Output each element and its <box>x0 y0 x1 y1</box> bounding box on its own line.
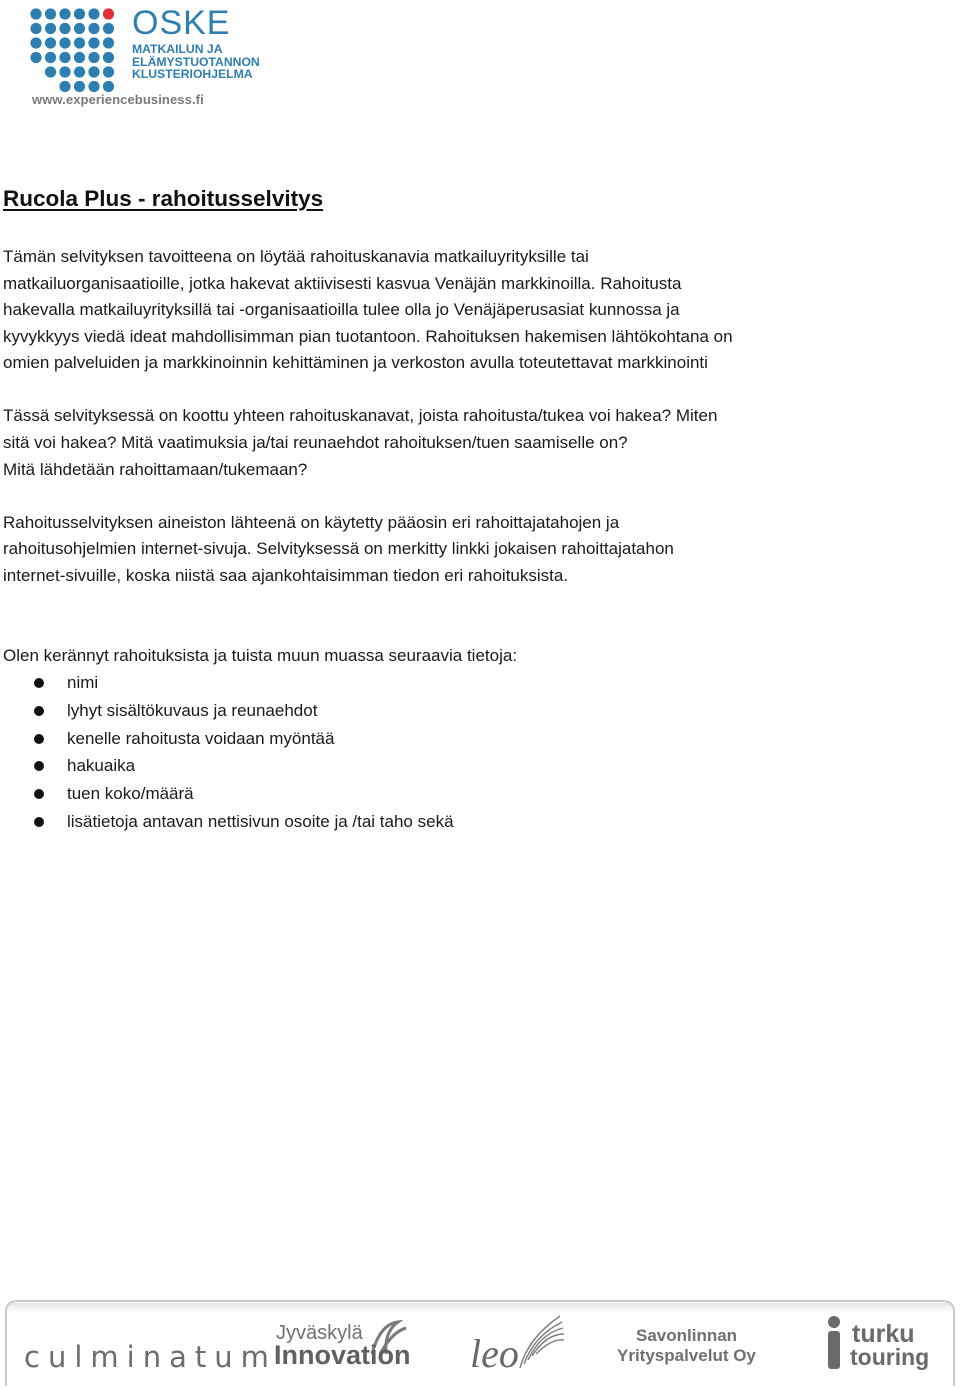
logo-dot <box>103 52 114 63</box>
logo-dot <box>74 8 85 19</box>
text-line: Tässä selvityksessä on koottu yhteen rahoituskanavat, joista rahoitusta/tukea voi hakea? Miten <box>3 406 718 426</box>
logo-dot <box>59 66 70 77</box>
list-item-text: lyhyt sisältökuvaus ja reunaehdot <box>67 700 318 720</box>
list-intro: Olen kerännyt rahoituksista ja tuista muun muassa seuraavia tietoja: <box>3 645 518 665</box>
logo-dot <box>45 52 56 63</box>
logo-dot <box>74 37 85 48</box>
logo-dot <box>88 8 99 19</box>
logo-dot <box>74 52 85 63</box>
list-item-text: kenelle rahoitusta voidaan myöntää <box>67 728 335 748</box>
info-list <box>3 669 903 835</box>
logo-dot <box>74 81 85 92</box>
logo-dot <box>30 52 41 63</box>
questions-paragraph <box>3 403 903 483</box>
bullet-icon <box>34 734 44 744</box>
list-item <box>3 808 903 836</box>
turku-touring-icon <box>828 1316 840 1369</box>
list-item <box>3 780 903 808</box>
partner-turku-line1: turku <box>852 1320 915 1348</box>
logo-dot <box>59 52 70 63</box>
logo-dot <box>45 8 56 19</box>
text-line: Rahoitusselvityksen aineiston lähteenä on käytetty pääosin eri rahoittajatahojen ja <box>3 512 620 532</box>
sources-paragraph <box>3 510 903 590</box>
logo-dot <box>88 66 99 77</box>
logo-dot <box>103 66 114 77</box>
partner-leo: leo <box>470 1331 519 1376</box>
logo-dot <box>45 23 56 34</box>
list-item-text: nimi <box>67 673 99 693</box>
list-item-text: hakuaika <box>67 756 136 776</box>
logo-dot <box>103 23 114 34</box>
dot-grid-icon <box>30 6 130 92</box>
partner-culminatum: culminatum <box>24 1340 277 1374</box>
logo-dot <box>59 8 70 19</box>
bullet-icon <box>34 817 44 827</box>
logo-dot <box>45 66 56 77</box>
logo-dot <box>103 81 114 92</box>
logo-subtitle-line1: MATKAILUN JA <box>132 42 223 56</box>
text-line: Tämän selvityksen tavoitteena on löytää rahoituskanavia matkailuyrityksille tai <box>3 247 589 266</box>
intro-paragraph <box>3 244 903 377</box>
leo-feather-icon <box>520 1316 564 1368</box>
partner-logos-footer <box>0 1298 960 1388</box>
list-item-text: tuen koko/määrä <box>67 783 194 803</box>
list-item <box>3 752 903 780</box>
bullet-icon <box>34 761 44 771</box>
bullet-icon <box>34 706 44 716</box>
logo-dot <box>88 37 99 48</box>
logo-subtitle-line2: ELÄMYSTUOTANNON <box>132 55 260 69</box>
logo-dot <box>88 81 99 92</box>
text-line: hakevalla matkailuyrityksillä tai -organisaatioilla tulee olla jo Venäjäperusasiat kunnossa ja <box>3 300 680 320</box>
text-line: matkailuorganisaatioille, jotka hakevat aktiivisesti kasvua Venäjän markkinoilla. Rahoitusta <box>3 273 682 293</box>
text-line: Mitä lähdetään rahoittamaan/tukemaan? <box>3 459 308 479</box>
bullet-icon <box>34 789 44 799</box>
logo-dot <box>30 8 41 19</box>
text-line: internet-sivuille, koska niistä saa ajankohtaisimman tiedon eri rahoituksista. <box>3 565 569 585</box>
list-item-text: lisätietoja antavan nettisivun osoite ja /tai taho sekä <box>67 811 454 831</box>
logo-accent-dot <box>103 8 114 19</box>
oske-logo <box>30 6 260 110</box>
logo-dot <box>30 23 41 34</box>
text-line: omien palveluiden ja markkinoinnin kehittäminen ja verkoston avulla toteutettavat markkinointi <box>3 353 708 373</box>
partner-turku-line2: touring <box>850 1344 930 1370</box>
list-item <box>3 669 903 697</box>
logo-url: www.experiencebusiness.fi <box>32 92 204 107</box>
logo-subtitle-line3: KLUSTERIOHJELMA <box>132 67 253 81</box>
list-item <box>3 697 903 725</box>
logo-dot <box>74 66 85 77</box>
logo-dot <box>59 81 70 92</box>
partner-savonlinna-line2: Yrityspalvelut Oy <box>617 1346 756 1365</box>
logo-dot <box>88 52 99 63</box>
text-line: rahoitusohjelmien internet-sivuja. Selvityksessä on merkitty linkki jokaisen rahoittajatahon <box>3 539 674 559</box>
bullet-icon <box>34 678 44 688</box>
document-body <box>3 182 903 835</box>
text-line: sitä voi hakea? Mitä vaatimuksia ja/tai reunaehdot rahoituksen/tuen saamiselle on? <box>3 433 628 453</box>
logo-dot <box>103 37 114 48</box>
logo-dot <box>30 37 41 48</box>
document-title: Rucola Plus - rahoitusselvitys <box>3 186 324 211</box>
partner-jyvaskyla-line1: Jyväskylä <box>276 1322 363 1344</box>
logo-dot <box>74 23 85 34</box>
logo-dot <box>88 23 99 34</box>
text-line: kyvykkyys viedä ideat mahdollisimman pian tuotantoon. Rahoituksen hakemisen lähtökohtana on <box>3 326 733 346</box>
partner-jyvaskyla-line2: Innovation <box>274 1340 411 1370</box>
logo-dot <box>45 37 56 48</box>
logo-title: OSKE <box>132 4 231 42</box>
partner-savonlinna-line1: Savonlinnan <box>636 1326 738 1345</box>
logo-dot <box>59 23 70 34</box>
list-item <box>3 725 903 753</box>
logo-dot <box>59 37 70 48</box>
